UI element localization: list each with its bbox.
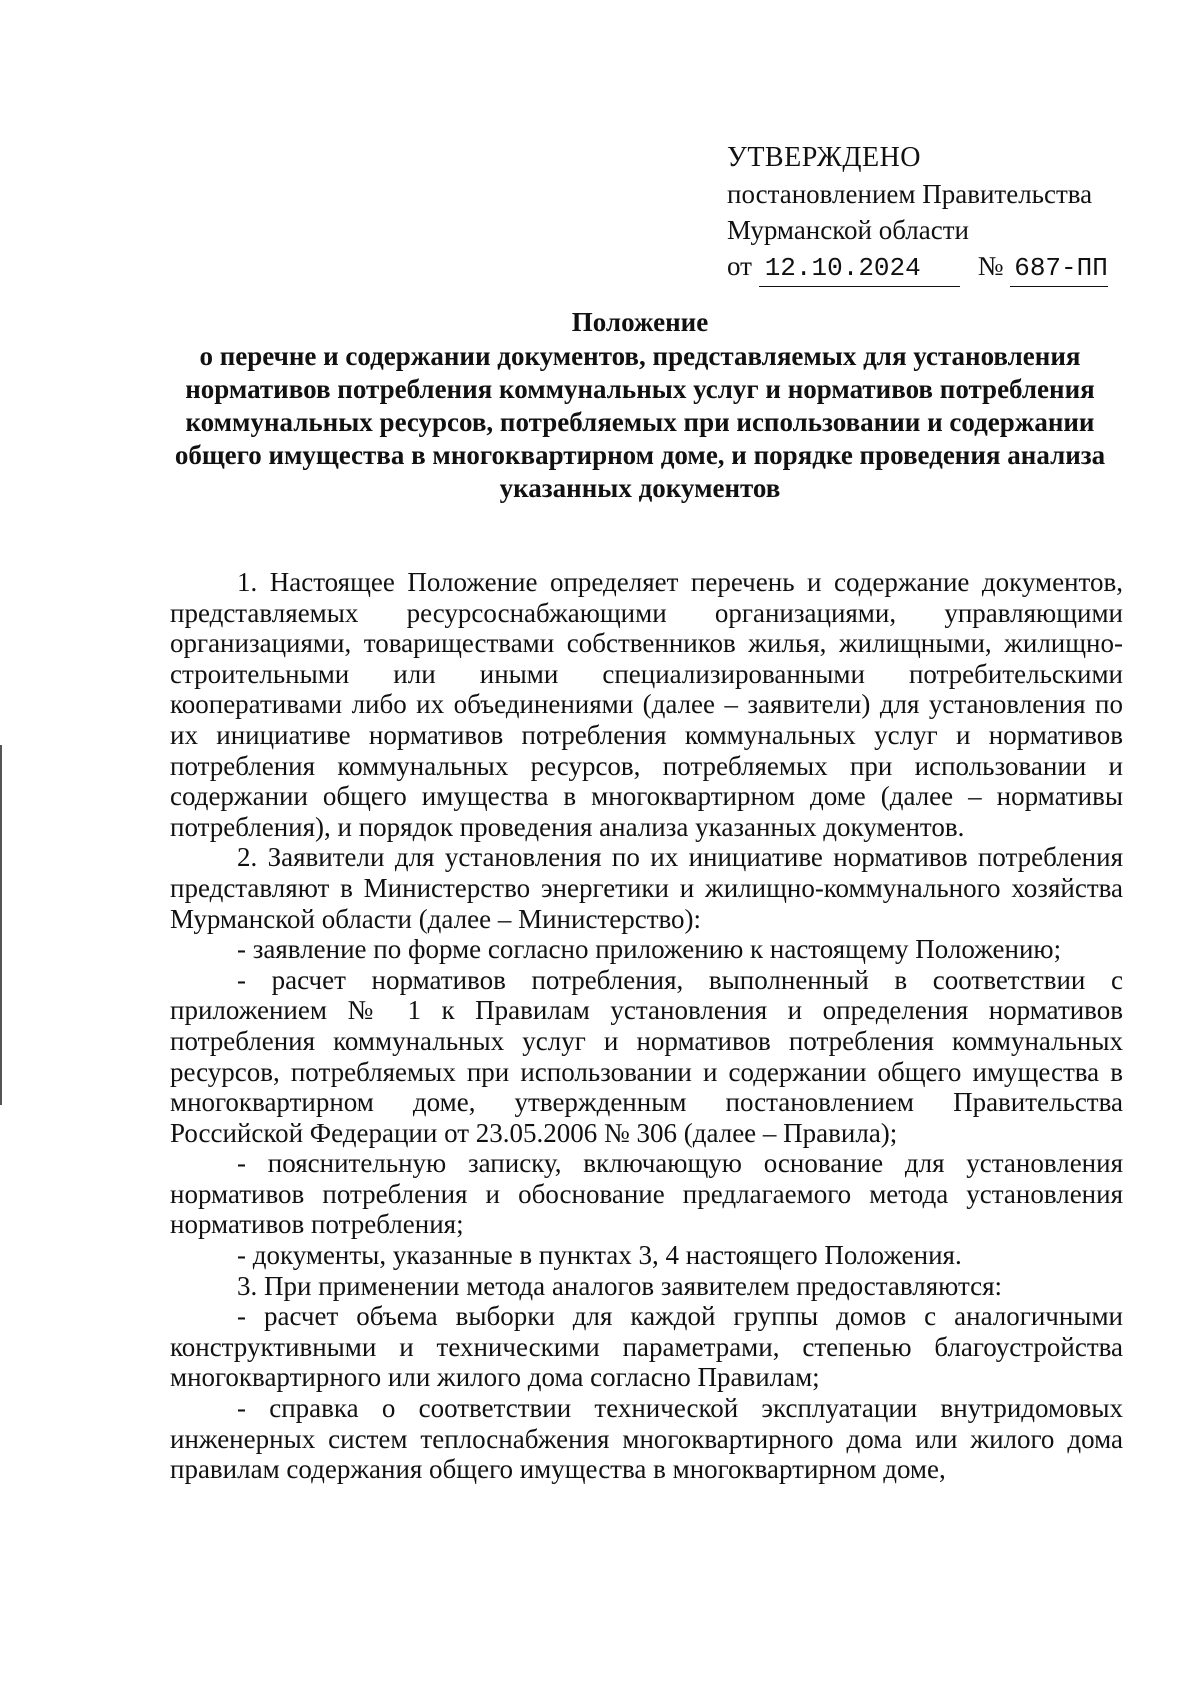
date-prefix: от (727, 251, 752, 281)
list-item: - справка о соответствии технической эксплуатации внутридомовых инженерных систем теплоснабжения многоквартирного дома или жилого дома правилам содержания общего имущества в многоквартирном доме, (170, 1393, 1123, 1485)
list-item: - пояснительную записку, включающую основание для установления нормативов потребления и обоснование предлагаемого метода установления нормативов потребления; (170, 1148, 1123, 1240)
document-title-block (160, 306, 1120, 505)
paragraph-1: 1. Настоящее Положение определяет перечень и содержание документов, представляемых ресурсоснабжающими организациями, управляющими организациями, товариществами собственников жилья, жилищными, жилищно-строительными или иными специализированными потребительскими кооперативами либо их объединениями (далее – заявители) для установления по их инициативе нормативов потребления коммунальных услуг и нормативов потребления коммунальных ресурсов, потребляемых при использовании и содержании общего имущества в многоквартирном доме (далее – нормативы потребления), и порядок проведения анализа указанных документов. (170, 567, 1123, 842)
approval-number: 687-ПП (1010, 250, 1108, 287)
approval-block (727, 140, 1147, 287)
list-item: - расчет объема выборки для каждой группы домов с аналогичными конструктивными и техническими параметрами, степенью благоустройства многоквартирного или жилого дома согласно Правилам; (170, 1301, 1123, 1393)
number-prefix: № (977, 251, 1004, 281)
document-body (170, 567, 1123, 1485)
document-title: Положение (571, 307, 709, 337)
list-item: - документы, указанные в пунктах 3, 4 настоящего Положения. (237, 1240, 962, 1271)
document-subtitle: о перечне и содержании документов, представляемых для установления нормативов потребления коммунальных услуг и нормативов потребления коммунальных ресурсов, потребляемых при использовании и содержании общего имущества в многоквартирном доме, и порядке проведения анализа указанных документов (174, 341, 1106, 503)
list-item: - расчет нормативов потребления, выполненный в соответствии с приложением № 1 к Правилам установления и определения нормативов потребления коммунальных услуг и нормативов потребления коммунальных ресурсов, потребляемых при использовании и содержании общего имущества в многоквартирном доме, утвержденным постановлением Правительства Российской Федерации от 23.05.2006 № 306 (далее – Правила); (170, 964, 1123, 1148)
list-item: - заявление по форме согласно приложению к настоящему Положению; (237, 934, 1062, 965)
paragraph-2: 2. Заявители для установления по их инициативе нормативов потребления представляют в Министерство энергетики и жилищно-коммунального хозяйства Мурманской области (далее – Министерство): (170, 842, 1123, 934)
approval-line-1: постановлением Правительства (727, 179, 1093, 209)
approval-stamp: УТВЕРЖДЕНО (727, 142, 922, 173)
approval-line-2: Мурманской области (727, 215, 969, 245)
scan-edge-marks (0, 745, 8, 1105)
approval-date-line (727, 248, 1147, 287)
paragraph-3: 3. При применении метода аналогов заявителем предоставляются: (237, 1270, 1002, 1301)
approval-date: 12.10.2024 (759, 250, 960, 287)
